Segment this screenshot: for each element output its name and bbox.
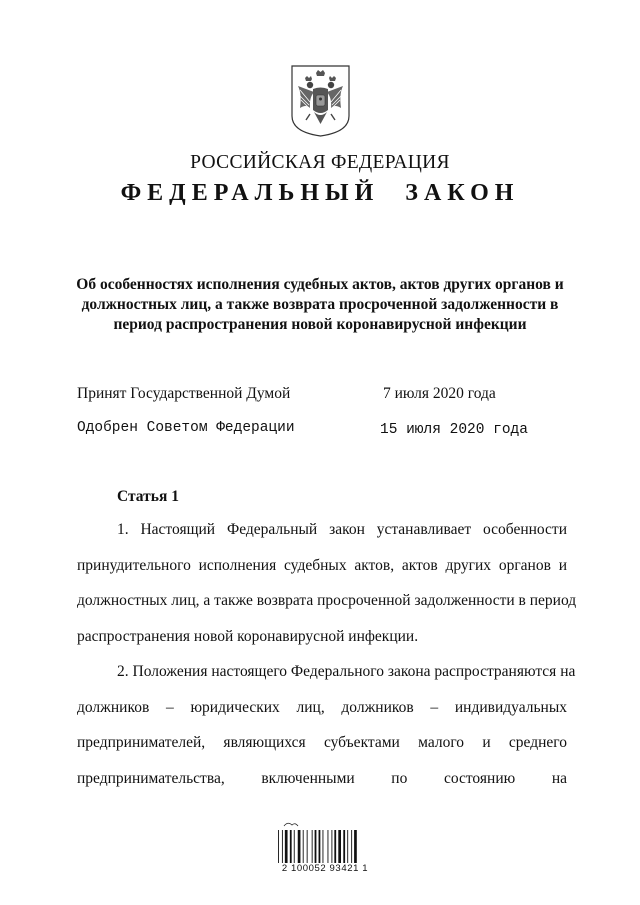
law-title-line: период распространения новой коронавирусной инфекции bbox=[113, 316, 527, 333]
approved-by-label: Одобрен Советом Федерации bbox=[77, 420, 295, 436]
article-paragraph-1 bbox=[77, 512, 577, 654]
paragraph-line: должников – юридических лиц, должников – индивидуальных bbox=[77, 698, 567, 716]
article-paragraph-2 bbox=[77, 654, 576, 796]
document-type: ФЕДЕРАЛЬНЫЙ ЗАКОН bbox=[120, 180, 520, 206]
paragraph-line: принудительного исполнения судебных актов, актов других органов и bbox=[77, 556, 567, 574]
law-title bbox=[72, 275, 568, 335]
law-title-line: должностных лиц, а также возврата просроченной задолженности в bbox=[81, 296, 559, 313]
law-title-line: Об особенностях исполнения судебных актов, актов других органов и bbox=[76, 276, 564, 293]
paragraph-line: 2. Положения настоящего Федерального закона распространяются на bbox=[117, 663, 576, 680]
article-heading: Статья 1 bbox=[117, 488, 179, 505]
paragraph-line: 1. Настоящий Федеральный закон устанавливает особенности bbox=[117, 521, 567, 538]
country-name: РОССИЙСКАЯ ФЕДЕРАЦИЯ bbox=[190, 152, 450, 173]
barcode-icon bbox=[276, 820, 368, 865]
paragraph-line: распространения новой коронавирусной инфекции. bbox=[77, 627, 419, 645]
paragraph-line: предпринимательства, включенными по состоянию на bbox=[77, 769, 567, 787]
paragraph-line: предпринимателей, являющихся субъектами малого и среднего bbox=[77, 734, 567, 751]
adopted-by-label: Принят Государственной Думой bbox=[77, 385, 291, 402]
state-emblem-icon bbox=[288, 64, 353, 138]
barcode-number: 2 100052 93421 1 bbox=[281, 863, 369, 874]
paragraph-line: должностных лиц, а также возврата просроченной задолженности в период bbox=[77, 592, 577, 609]
approved-date: 15 июля 2020 года bbox=[380, 422, 528, 438]
adopted-date: 7 июля 2020 года bbox=[383, 385, 496, 402]
